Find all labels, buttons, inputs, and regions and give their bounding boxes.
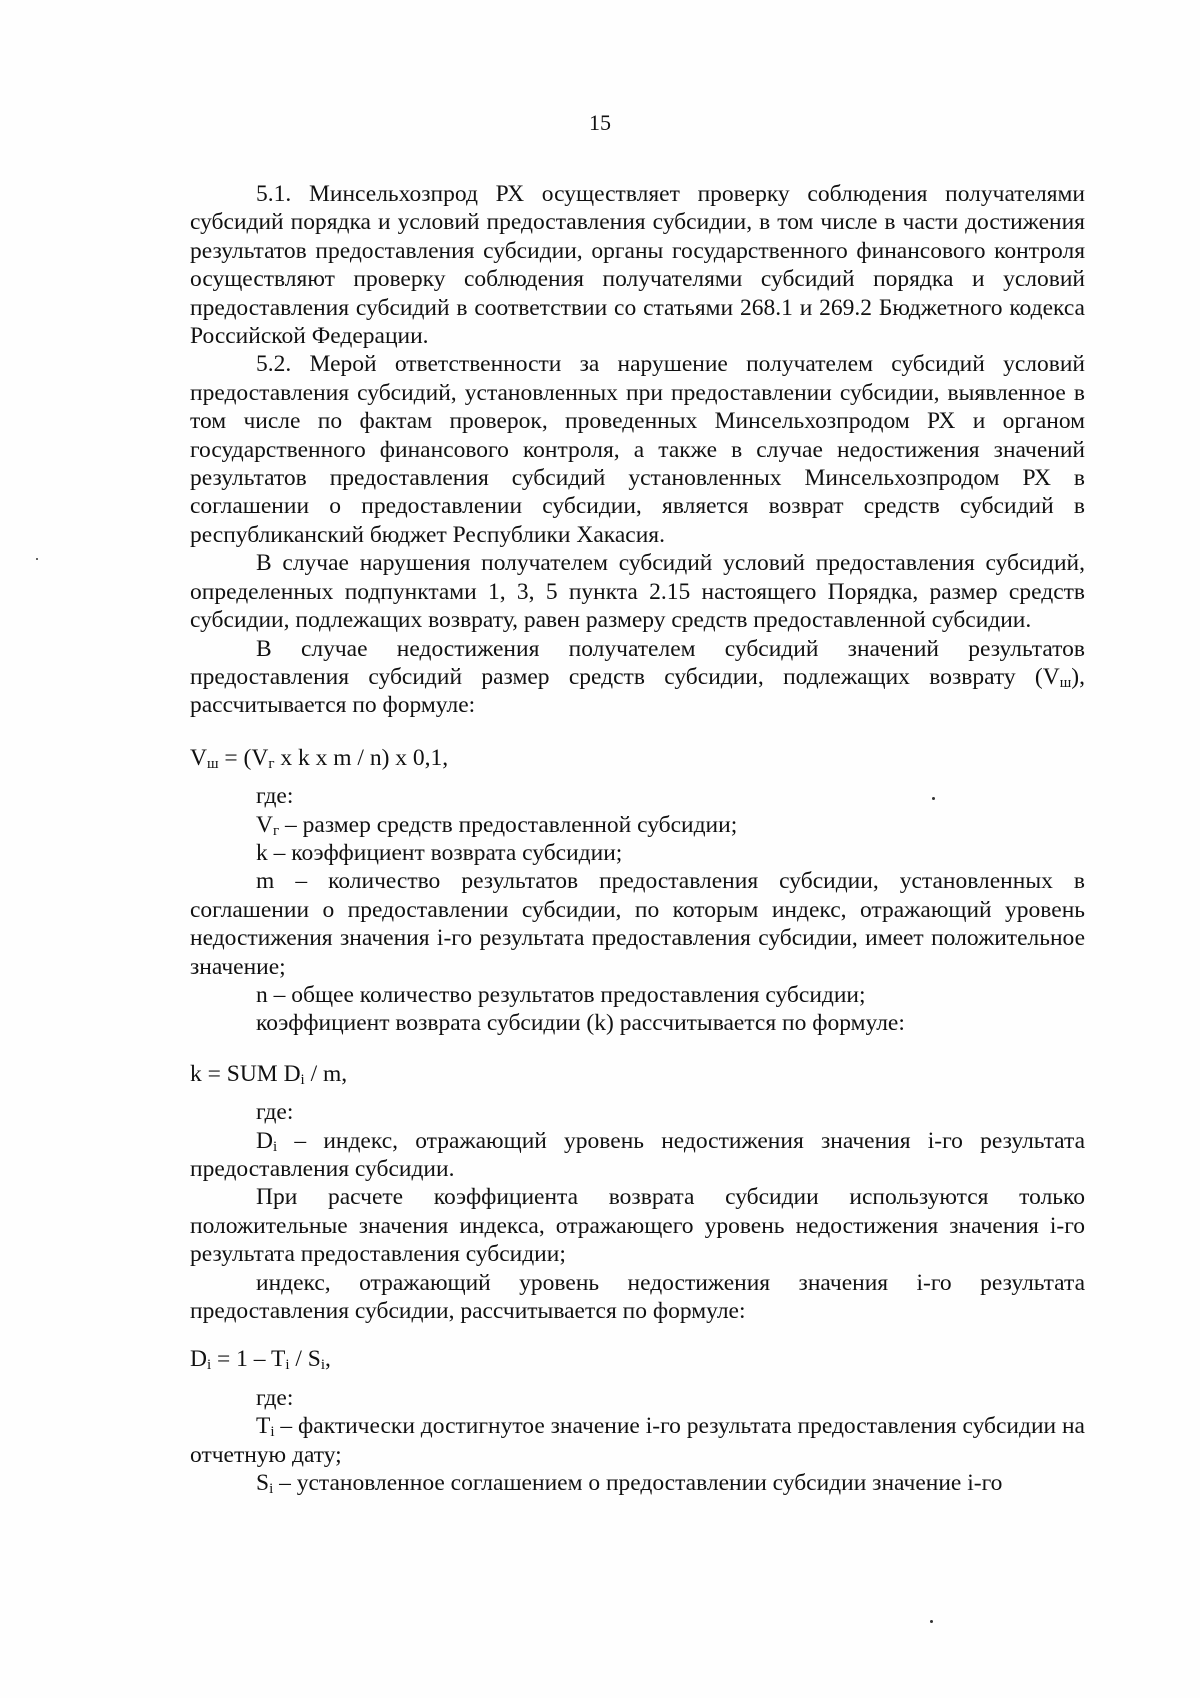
definition-text: – индекс, отражающий уровень недостижения значения i-го результата предоставления субсидии. — [190, 1127, 1085, 1182]
subscript: i — [206, 1357, 212, 1374]
formula-refund — [190, 744, 1085, 772]
formula-part: / S — [289, 1346, 321, 1373]
subscript: i — [285, 1357, 290, 1374]
paragraph-nonachievement — [190, 635, 1085, 720]
paragraph-nonachievement-part-a: В случае недостижения получателем субсидий значений результатов предоставления субсидий размер средств субсидии, подлежащих возврату (V — [190, 635, 1085, 690]
scan-speck — [36, 558, 38, 560]
subscript: i — [300, 1071, 305, 1088]
subscript: г — [272, 822, 280, 839]
k-formula-intro: коэффициент возврата субсидии (k) рассчитывается по формуле: — [256, 1010, 905, 1037]
subscript: i — [269, 1481, 274, 1498]
paragraph-nonachievement-part-b: ), рассчитывается по формуле: — [190, 663, 1085, 719]
definition-text: – размер средств предоставленной субсидии; — [279, 811, 738, 838]
definition-ti — [190, 1412, 1085, 1469]
subscript: ш — [1059, 674, 1072, 691]
formula-part: / m, — [304, 1060, 348, 1087]
where-label: где: — [256, 1099, 294, 1126]
subscript: ш — [206, 755, 219, 772]
formula-symbol: D — [190, 1346, 207, 1373]
scan-speck — [932, 797, 935, 800]
paragraph-violation: В случае нарушения получателем субсидий условий предоставления субсидий, определенных подпунктами 1, 3, 5 пункта 2.15 настоящего Порядка, размер средств субсидии, подлежащих возврату, равен размеру средств предоставленной субсидии. — [190, 550, 1085, 634]
definition-m: m – количество результатов предоставления субсидии, установленных в соглашении о предоставлении субсидии, по которым индекс, отражающий уровень недостижения значения i-го результата предоставления субсидии, имеет положительное значение; — [190, 868, 1085, 980]
subscript: i — [270, 1424, 275, 1441]
paragraph-index: индекс, отражающий уровень недостижения значения i-го результата предоставления субсидии, рассчитывается по формуле: — [190, 1269, 1085, 1325]
definition-symbol: D — [256, 1127, 273, 1154]
formula-part: k = SUM D — [190, 1060, 301, 1087]
definition-k: k – коэффициент возврата субсидии; — [256, 839, 623, 866]
definition-n: n – общее количество результатов предоставления субсидии; — [256, 981, 866, 1008]
definition-di — [190, 1127, 1085, 1184]
formula-coefficient — [190, 1060, 1085, 1088]
definition-symbol: T — [256, 1413, 271, 1440]
definition-vr — [190, 811, 1085, 839]
document-body — [190, 180, 1085, 1497]
definition-text: – установленное соглашением о предоставлении субсидии значение i-го — [273, 1470, 1003, 1497]
definition-si — [190, 1469, 1085, 1497]
formula-part: , — [325, 1346, 331, 1373]
definition-text: – фактически достигнутое значение i-го результата предоставления субсидии на отчетную дату; — [190, 1413, 1085, 1468]
definition-symbol: V — [256, 811, 273, 838]
formula-part: = (V — [218, 744, 269, 771]
paragraph-5-2: 5.2. Мерой ответственности за нарушение получателем субсидий условий предоставления субсидий, установленных при предоставлении субсидии, выявленное в том числе по фактам проверок, проведенных Минсельхозпродом РХ и органом государственного финансового контроля, а также в случае недостижения значений результатов предоставления субсидий установленных Минсельхозпродом РХ в соглашении о предоставлении субсидии, является возврат средств субсидий в республиканский бюджет Республики Хакасия. — [190, 351, 1085, 548]
paragraph-positive-values: При расчете коэффициента возврата субсидии используются только положительные значения индекса, отражающего уровень недостижения значения i-го результата предоставления субсидии; — [190, 1184, 1085, 1268]
subscript: i — [320, 1357, 326, 1374]
subscript: i — [272, 1138, 278, 1155]
formula-part: x k x m / n) x 0,1, — [274, 744, 449, 771]
definition-symbol: S — [256, 1470, 270, 1497]
scan-speck — [930, 1620, 933, 1623]
formula-index — [190, 1345, 1085, 1373]
where-label: где: — [256, 783, 294, 810]
paragraph-5-1: 5.1. Минсельхозпрод РХ осуществляет проверку соблюдения получателями субсидий порядка и условий предоставления субсидии, в том числе в части достижения результатов предоставления субсидии, органы государственного финансового контроля осуществляют проверку соблюдения получателями субсидий порядка и условий предоставления субсидий в соответствии со статьями 268.1 и 269.2 Бюджетного кодекса Российской Федерации. — [190, 181, 1085, 350]
where-label: где: — [256, 1384, 294, 1411]
page-number: 15 — [589, 110, 611, 135]
subscript: г — [268, 755, 275, 772]
formula-part: = 1 – T — [211, 1346, 286, 1373]
formula-symbol: V — [190, 744, 207, 771]
